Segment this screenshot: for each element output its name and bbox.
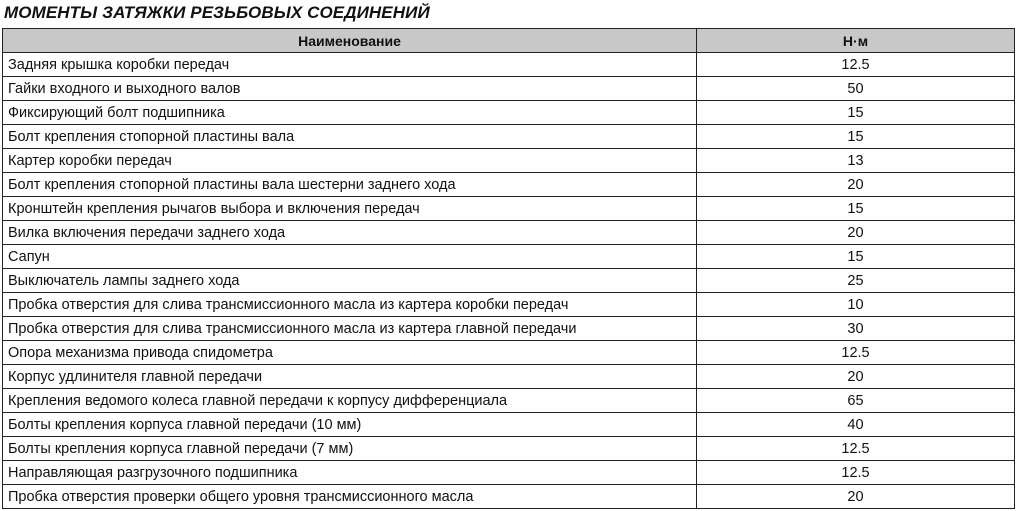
row-torque-cell: 40 [697, 413, 1015, 437]
row-torque-cell: 25 [697, 269, 1015, 293]
table-row [3, 365, 1015, 389]
row-torque-cell: 15 [697, 197, 1015, 221]
row-name-cell: Болты крепления корпуса главной передачи (7 мм) [3, 437, 697, 461]
table-row [3, 149, 1015, 173]
row-torque-cell: 50 [697, 77, 1015, 101]
row-name-cell: Болт крепления стопорной пластины вала [3, 125, 697, 149]
row-name-cell: Пробка отверстия для слива трансмиссионного масла из картера коробки передач [3, 293, 697, 317]
row-name-cell: Фиксирующий болт подшипника [3, 101, 697, 125]
table-row [3, 245, 1015, 269]
row-torque-cell: 15 [697, 245, 1015, 269]
row-name-cell: Кронштейн крепления рычагов выбора и включения передач [3, 197, 697, 221]
row-name-cell: Пробка отверстия для слива трансмиссионного масла из картера главной передачи [3, 317, 697, 341]
column-header-torque: Н·м [697, 29, 1015, 53]
table-row [3, 197, 1015, 221]
column-header-name: Наименование [3, 29, 697, 53]
table-row [3, 221, 1015, 245]
table-row [3, 413, 1015, 437]
row-torque-cell: 20 [697, 365, 1015, 389]
row-name-cell: Болт крепления стопорной пластины вала шестерни заднего хода [3, 173, 697, 197]
row-torque-cell: 12.5 [697, 461, 1015, 485]
table-row [3, 389, 1015, 413]
row-name-cell: Пробка отверстия проверки общего уровня трансмиссионного масла [3, 485, 697, 509]
row-torque-cell: 12.5 [697, 341, 1015, 365]
row-name-cell: Болты крепления корпуса главной передачи (10 мм) [3, 413, 697, 437]
page-title: МОМЕНТЫ ЗАТЯЖКИ РЕЗЬБОВЫХ СОЕДИНЕНИЙ [4, 3, 430, 22]
table-row [3, 53, 1015, 77]
table-body [3, 53, 1015, 509]
row-name-cell: Картер коробки передач [3, 149, 697, 173]
row-name-cell: Направляющая разгрузочного подшипника [3, 461, 697, 485]
row-torque-cell: 15 [697, 125, 1015, 149]
row-torque-cell: 10 [697, 293, 1015, 317]
row-name-cell: Вилка включения передачи заднего хода [3, 221, 697, 245]
torque-table [2, 28, 1015, 509]
table-row [3, 101, 1015, 125]
row-name-cell: Корпус удлинителя главной передачи [3, 365, 697, 389]
row-torque-cell: 20 [697, 221, 1015, 245]
row-name-cell: Гайки входного и выходного валов [3, 77, 697, 101]
table-row [3, 341, 1015, 365]
table-row [3, 437, 1015, 461]
row-name-cell: Сапун [3, 245, 697, 269]
row-torque-cell: 12.5 [697, 53, 1015, 77]
table-header-row [3, 29, 1015, 53]
row-torque-cell: 30 [697, 317, 1015, 341]
row-name-cell: Опора механизма привода спидометра [3, 341, 697, 365]
row-name-cell: Задняя крышка коробки передач [3, 53, 697, 77]
table-row [3, 173, 1015, 197]
table-row [3, 125, 1015, 149]
table-row [3, 485, 1015, 509]
row-torque-cell: 65 [697, 389, 1015, 413]
row-torque-cell: 13 [697, 149, 1015, 173]
row-name-cell: Крепления ведомого колеса главной передачи к корпусу дифференциала [3, 389, 697, 413]
table-row [3, 269, 1015, 293]
table-row [3, 461, 1015, 485]
row-name-cell: Выключатель лампы заднего хода [3, 269, 697, 293]
table-row [3, 77, 1015, 101]
row-torque-cell: 12.5 [697, 437, 1015, 461]
row-torque-cell: 15 [697, 101, 1015, 125]
row-torque-cell: 20 [697, 485, 1015, 509]
table-row [3, 317, 1015, 341]
table-row [3, 293, 1015, 317]
row-torque-cell: 20 [697, 173, 1015, 197]
